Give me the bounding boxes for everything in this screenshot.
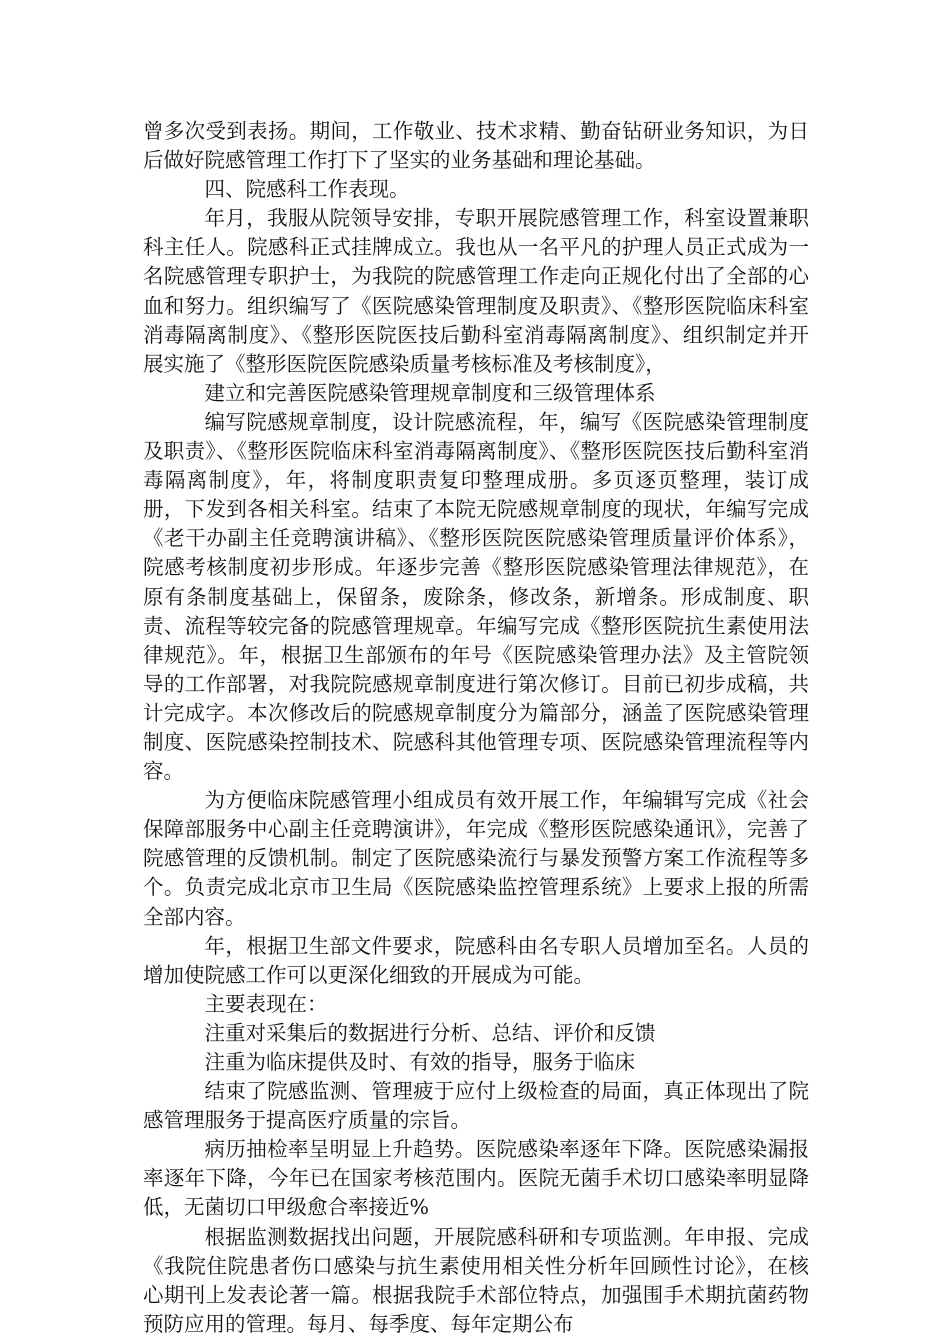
paragraph-regulations: 编写院感规章制度，设计院感流程，年，编写《医院感染管理制度及职责》、《整形医院临床科室消毒隔离制度》、《整形医院医技后勤科室消毒隔离制度》，年，将制度职责复印整理成册。多页逐页整理，装订成册，下发到各相关科室。结束了本院无院感规章制度的现状，年编写完成《老干办副主任竞聘演讲稿》、《整形医院医院感染管理质量评价体系》，院感考核制度初步形成。年逐步完善《整形医院感染管理法律规范》，在原有条制度基础上，保留条，废除条，修改条，新增条。形成制度、职责、流程等较完备的院感管理规章。年编写完成《整形医院抗生素使用法律规范》。年，根据卫生部颁布的年号《医院感染管理办法》及主管院领导的工作部署，对我院院感规章制度进行第次修订。目前已初步成稿，共计完成字。本次修改后的院感规章制度分为篇部分，涵盖了医院感染管理制度、医院感染控制技术、院感科其他管理专项、医院感染管理流程等内容。	[143, 409, 809, 784]
paragraph-staff-increase: 年，根据卫生部文件要求，院感科由名专职人员增加至名。人员的增加使院感工作可以更深化细致的开展成为可能。	[143, 933, 809, 987]
paragraph-commendation: 曾多次受到表扬。期间，工作敬业、技术求精、勤奋钻研业务知识，为日后做好院感管理工作打下了坚实的业务基础和理论基础。	[143, 119, 809, 173]
paragraph-department-founding: 年月，我服从院领导安排，专职开展院感管理工作，科室设置兼职科主任人。院感科正式挂牌成立。我也从一名平凡的护理人员正式成为一名院感管理专职护士，为我院的院感管理工作走向正规化付出了全部的心血和努力。组织编写了《医院感染管理制度及职责》、《整形医院临床科室消毒隔离制度》、《整形医院医技后勤科室消毒隔离制度》、组织制定并开展实施了《整形医院医院感染质量考核标准及考核制度》，	[143, 206, 809, 376]
paragraph-research: 根据监测数据找出问题，开展院感科研和专项监测。年申报、完成《我院住院患者伤口感染与抗生素使用相关性分析年回顾性讨论》，在核心期刊上发表论著一篇。根据我院手术部位特点，加强围手术期抗菌药物预防应用的管理。每月、每季度、每年定期公布	[143, 1224, 809, 1336]
subheading-regulations: 建立和完善医院感染管理规章制度和三级管理体系	[204, 380, 656, 405]
paragraph-infection-rates: 病历抽检率呈明显上升趋势。医院感染率逐年下降。医院感染漏报率逐年下降，今年已在国家考核范围内。医院无菌手术切口感染率明显降低，无菌切口甲级愈合率接近%	[143, 1137, 809, 1220]
paragraph-main-performance: 主要表现在：	[204, 991, 328, 1016]
document-page	[143, 117, 809, 1339]
list-item-data-analysis: 注重对采集后的数据进行分析、总结、评价和反馈	[204, 1020, 656, 1045]
paragraph-service-purpose: 结束了院感监测、管理疲于应付上级检查的局面，真正体现出了院感管理服务于提高医疗质量的宗旨。	[143, 1079, 809, 1133]
section-heading-four: 四、院感科工作表现。	[204, 177, 410, 202]
list-item-clinical-guidance: 注重为临床提供及时、有效的指导，服务于临床	[204, 1050, 635, 1074]
paragraph-feedback-mechanism: 为方便临床院感管理小组成员有效开展工作，年编辑写完成《社会保障部服务中心副主任竞聘演讲》，年完成《整形医院感染通讯》，完善了院感管理的反馈机制。制定了医院感染流行与暴发预警方案工作流程等多个。负责完成北京市卫生局《医院感染监控管理系统》上要求上报的所需全部内容。	[143, 788, 809, 929]
